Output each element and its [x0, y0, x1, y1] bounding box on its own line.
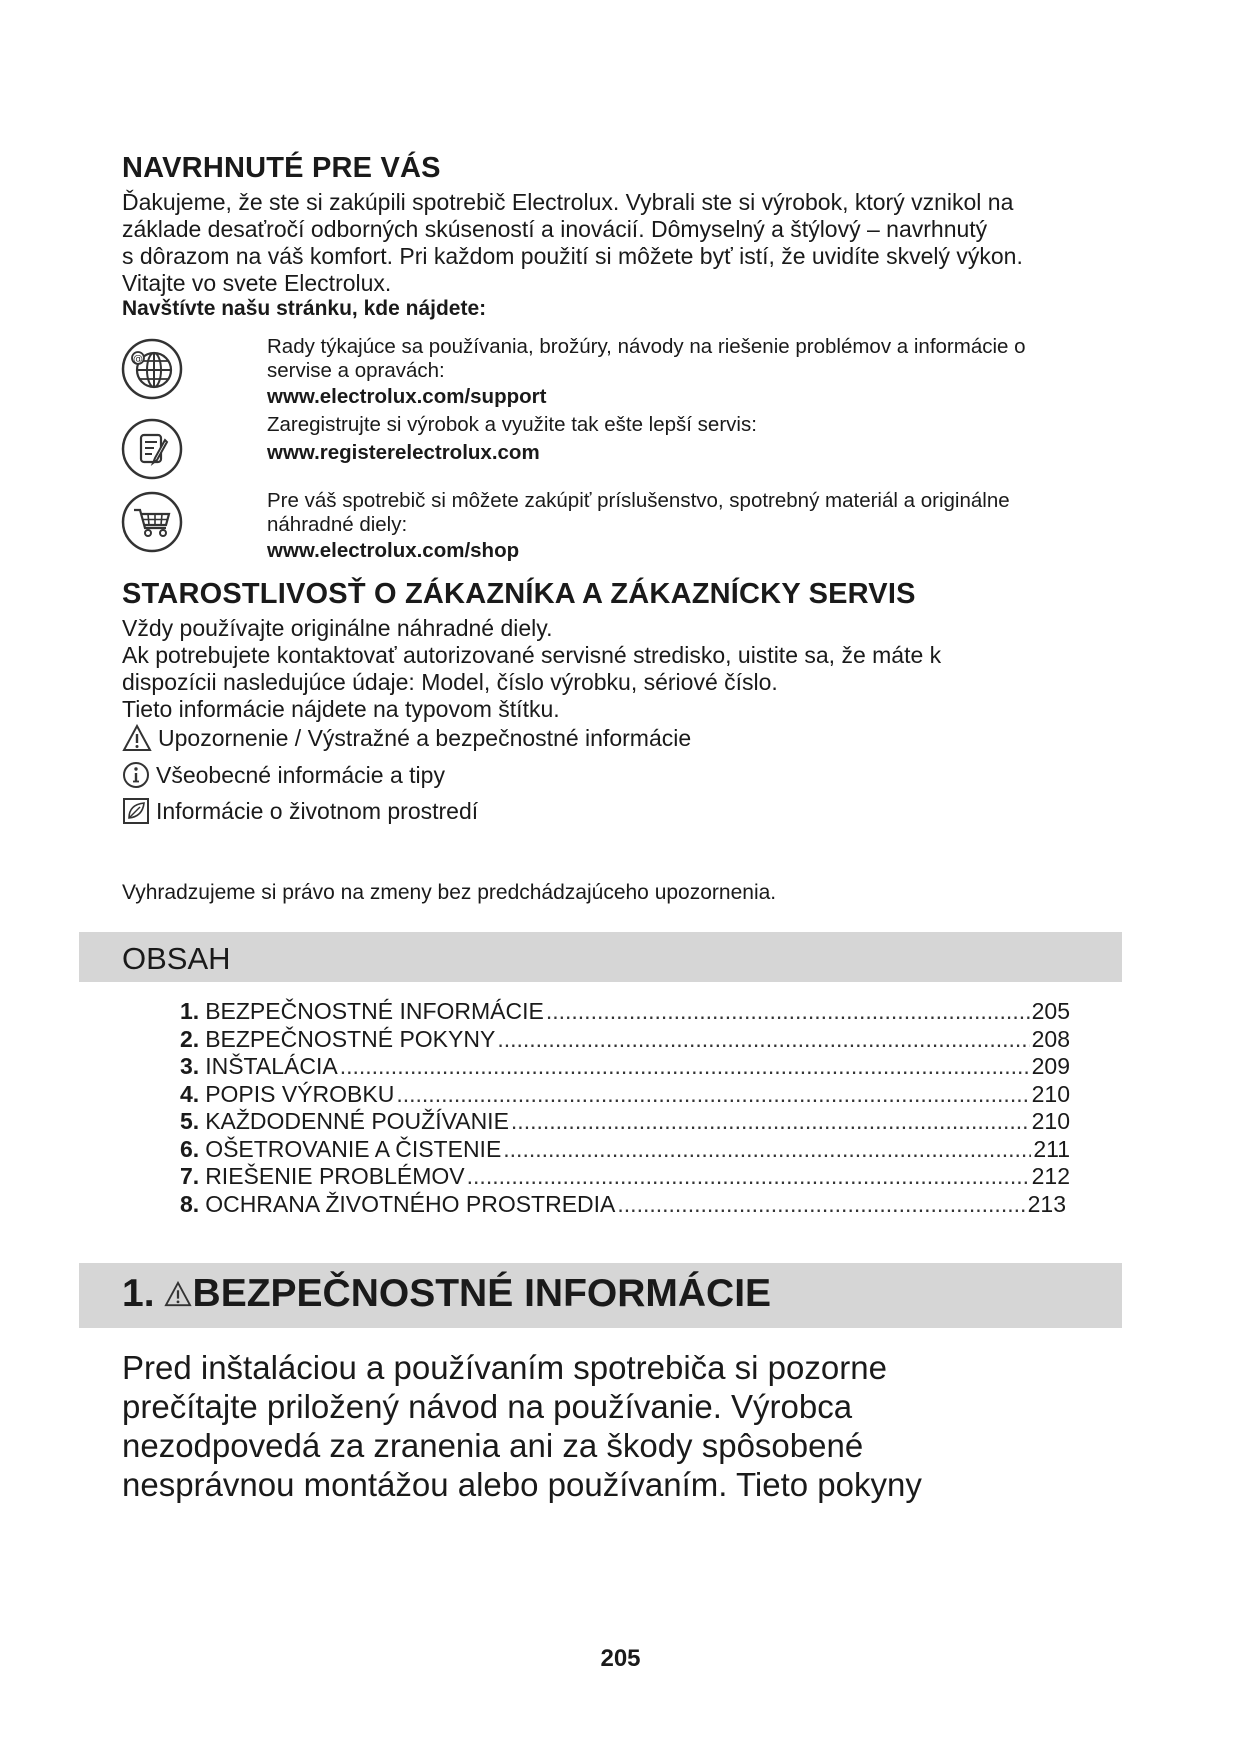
care-line: dispozícii nasledujúce údaje: Model, číslo výrobku, sériové číslo. [122, 669, 778, 695]
legend-info [122, 761, 445, 789]
toc-item-title: KAŽDODENNÉ POUŽÍVANIE [205, 1108, 509, 1134]
section1-text [122, 1348, 922, 1504]
service-text: náhradné diely: [267, 513, 408, 536]
section1-number: 1. [122, 1272, 155, 1315]
section1-line: Pred inštaláciou a používaním spotrebiča si pozorne [122, 1349, 887, 1386]
service-shop [267, 489, 1010, 563]
globe-icon [121, 338, 183, 400]
service-support [267, 335, 1026, 409]
legend-warning [122, 724, 691, 752]
register-icon [121, 418, 183, 480]
section1-line: nezodpovedá za zranenia ani za škody spôsobené [122, 1427, 864, 1464]
toc-heading-band [79, 932, 1122, 982]
legend-environment [122, 797, 478, 825]
toc-item[interactable]: 4. POPIS VÝROBKU ..... 210 [180, 1081, 1070, 1109]
toc-item[interactable]: 8. OCHRANA ŽIVOTNÉHO PROSTREDIA ..... 213 [180, 1191, 1066, 1219]
shop-link[interactable]: www.electrolux.com/shop [267, 539, 520, 562]
legend-text: Upozornenie / Výstražné a bezpečnostné informácie [158, 724, 692, 751]
toc-item[interactable]: 3. INŠTALÁCIA ..... 209 [180, 1053, 1070, 1081]
care-text [122, 615, 941, 723]
toc-item-page: 211 [1033, 1136, 1070, 1162]
care-line: Vždy používajte originálne náhradné diely. [122, 615, 553, 641]
visit-label: Navštívte našu stránku, kde nájdete: [122, 297, 487, 320]
disclaimer: Vyhradzujeme si právo na zmeny bez predchádzajúceho upozornenia. [122, 881, 777, 904]
intro-line: s dôrazom na váš komfort. Pri každom použití si môžete byť istí, že uvidíte skvelý výkon. [122, 243, 1023, 269]
toc-item-title: OCHRANA ŽIVOTNÉHO PROSTREDIA [205, 1191, 616, 1217]
intro-line: Ďakujeme, že ste si zakúpili spotrebič Electrolux. Vybrali ste si výrobok, ktorý vznikol na [122, 189, 1014, 215]
leaf-icon [122, 797, 150, 825]
toc-item-page: 210 [1031, 1108, 1070, 1134]
care-line: Ak potrebujete kontaktovať autorizované servisné stredisko, uistite sa, že máte k [122, 642, 942, 668]
toc-item[interactable]: 2. BEZPEČNOSTNÉ POKYNY ..... 208 [180, 1026, 1070, 1054]
section1-band [79, 1263, 1122, 1328]
designed-intro [122, 189, 1023, 297]
toc-item-page: 208 [1031, 1026, 1070, 1052]
service-text: Pre váš spotrebič si môžete zakúpiť príslušenstvo, spotrebný materiál a originálne [267, 489, 1010, 512]
legend-text: Informácie o životnom prostredí [156, 797, 479, 824]
service-register [267, 413, 757, 465]
toc-item-title: RIEŠENIE PROBLÉMOV [205, 1163, 465, 1189]
section1-title: BEZPEČNOSTNÉ INFORMÁCIE [192, 1272, 772, 1315]
toc-item[interactable]: 6. OŠETROVANIE A ČISTENIE ..... 211 [180, 1136, 1070, 1164]
svg-text:@: @ [133, 354, 143, 365]
service-text: Rady týkajúce sa používania, brožúry, návody na riešenie problémov a informácie o [267, 335, 1026, 358]
section1-heading [122, 1272, 771, 1316]
toc-item[interactable]: 5. KAŽDODENNÉ POUŽÍVANIE ..... 210 [180, 1108, 1070, 1136]
service-text: servise a opravách: [267, 359, 445, 382]
toc-item-page: 209 [1031, 1053, 1070, 1079]
info-icon [122, 761, 150, 789]
intro-line: základe desaťročí odborných skúseností a inovácií. Dômyselný a štýlový – navrhnutý [122, 216, 988, 242]
toc-item-title: BEZPEČNOSTNÉ POKYNY [205, 1026, 496, 1052]
legend-text: Všeobecné informácie a tipy [156, 761, 445, 788]
toc-item-title: POPIS VÝROBKU [205, 1081, 395, 1107]
shopping-cart-icon [121, 491, 183, 553]
section1-line: prečítajte priložený návod na používanie. Výrobca [122, 1388, 853, 1425]
warning-icon [122, 724, 152, 752]
care-line: Tieto informácie nájdete na typovom štítku. [122, 696, 560, 722]
designed-heading: NAVRHNUTÉ PRE VÁS [122, 152, 441, 184]
service-text: Zaregistrujte si výrobok a využite tak ešte lepší servis: [267, 413, 757, 436]
page-number: 205 [600, 1645, 641, 1672]
toc-item-page: 205 [1031, 998, 1070, 1024]
section1-line: nesprávnou montážou alebo používaním. Tieto pokyny [122, 1466, 922, 1503]
toc-item-page: 210 [1031, 1081, 1070, 1107]
toc-item-title: BEZPEČNOSTNÉ INFORMÁCIE [205, 998, 544, 1024]
toc-item-title: INŠTALÁCIA [205, 1053, 338, 1079]
toc-item[interactable]: 7. RIEŠENIE PROBLÉMOV ..... 212 [180, 1163, 1070, 1191]
toc-item-page: 212 [1031, 1163, 1070, 1189]
toc-heading: OBSAH [122, 941, 231, 976]
support-link[interactable]: www.electrolux.com/support [267, 385, 547, 408]
register-link[interactable]: www.registerelectrolux.com [267, 441, 540, 464]
warning-icon [164, 1281, 192, 1307]
intro-line: Vitajte vo svete Electrolux. [122, 270, 392, 296]
toc-item-page: 213 [1027, 1191, 1066, 1217]
toc-item-title: OŠETROVANIE A ČISTENIE [205, 1136, 502, 1162]
care-heading: STAROSTLIVOSŤ O ZÁKAZNÍKA A ZÁKAZNÍCKY SERVIS [122, 578, 916, 610]
toc-item[interactable]: 1. BEZPEČNOSTNÉ INFORMÁCIE ..... 205 [180, 998, 1070, 1026]
